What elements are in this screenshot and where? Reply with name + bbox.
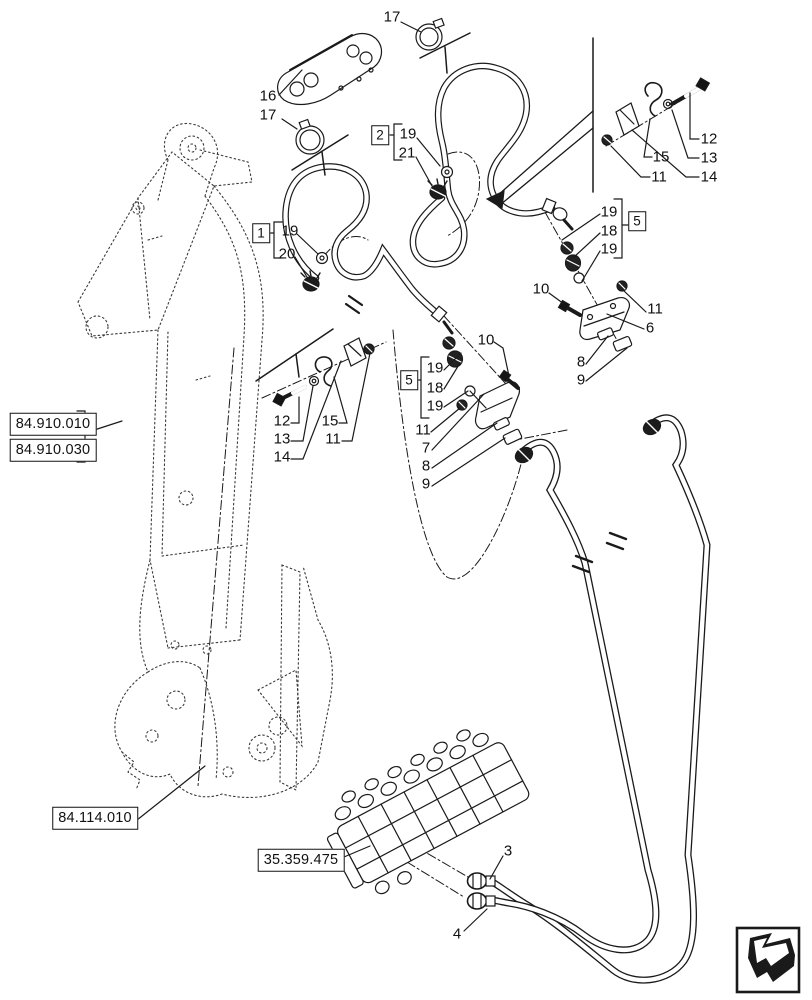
- callout-11-l: 11: [325, 430, 341, 448]
- hose-part1: [286, 166, 452, 333]
- callout-20: 20: [278, 245, 296, 263]
- assembly-box-5-mid[interactable]: 5: [400, 370, 418, 390]
- callout-4: 4: [452, 925, 462, 943]
- callout-11-m: 11: [415, 421, 431, 439]
- callout-19-m1: 19: [426, 359, 444, 377]
- bracket-16: [278, 34, 382, 105]
- callout-6: 6: [645, 319, 655, 337]
- hardware-top-right: [602, 78, 709, 145]
- pointer-arrow: [487, 38, 593, 208]
- boom-centerline: [198, 348, 234, 786]
- callout-14-top: 14: [700, 168, 718, 186]
- hose-part3: [494, 418, 707, 980]
- callout-15-l: 15: [321, 412, 339, 430]
- callout-16: 16: [259, 87, 277, 105]
- callout-11-top: 11: [651, 168, 667, 186]
- callout-10-r: 10: [532, 280, 550, 298]
- callout-19-r2: 19: [600, 240, 618, 258]
- hose-group-fittings: [301, 167, 453, 292]
- callout-19-g1: 19: [281, 222, 299, 240]
- hose-part4: [493, 442, 656, 950]
- callout-19-g2: 19: [399, 125, 417, 143]
- callout-7: 7: [421, 439, 431, 457]
- ref-box-35-359-475[interactable]: 35.359.475: [258, 849, 345, 872]
- ref-box-84-910-010[interactable]: 84.910.010: [10, 413, 97, 436]
- callout-9-m: 9: [421, 475, 431, 493]
- callout-14-l: 14: [273, 448, 291, 466]
- callout-19-m2: 19: [426, 397, 444, 415]
- callout-13-l: 13: [273, 430, 291, 448]
- hardware-lower-left: [273, 338, 374, 406]
- callout-21: 21: [398, 144, 416, 162]
- nav-arrow-logo[interactable]: [737, 928, 799, 992]
- hydraulic-valve-block: [312, 716, 540, 906]
- assembly-box-2[interactable]: 2: [371, 125, 389, 145]
- callout-8-r: 8: [576, 353, 586, 371]
- hardware-mid: [443, 337, 522, 445]
- clamp-17-left: [296, 119, 324, 154]
- callout-17-left: 17: [259, 106, 277, 124]
- callout-9-r: 9: [576, 371, 586, 389]
- callout-15-top: 15: [652, 148, 670, 166]
- ref-box-84-910-030[interactable]: 84.910.030: [10, 439, 97, 462]
- callout-18-m: 18: [426, 379, 444, 397]
- assembly-box-5-right[interactable]: 5: [628, 211, 646, 231]
- callout-12-top: 12: [700, 130, 718, 148]
- assembly-box-1[interactable]: 1: [252, 223, 270, 243]
- ref-box-84-114-010[interactable]: 84.114.010: [52, 807, 138, 830]
- callout-12-l: 12: [273, 412, 291, 430]
- clamp-17-top: [416, 18, 444, 50]
- callout-8-m: 8: [421, 457, 431, 475]
- callout-19-r1: 19: [600, 203, 618, 221]
- callout-13-top: 13: [700, 149, 718, 167]
- callout-18-r: 18: [600, 222, 618, 240]
- callout-17-top: 17: [383, 8, 401, 26]
- callout-11-r: 11: [647, 300, 663, 318]
- callout-10-m: 10: [477, 331, 495, 349]
- callout-3: 3: [503, 842, 513, 860]
